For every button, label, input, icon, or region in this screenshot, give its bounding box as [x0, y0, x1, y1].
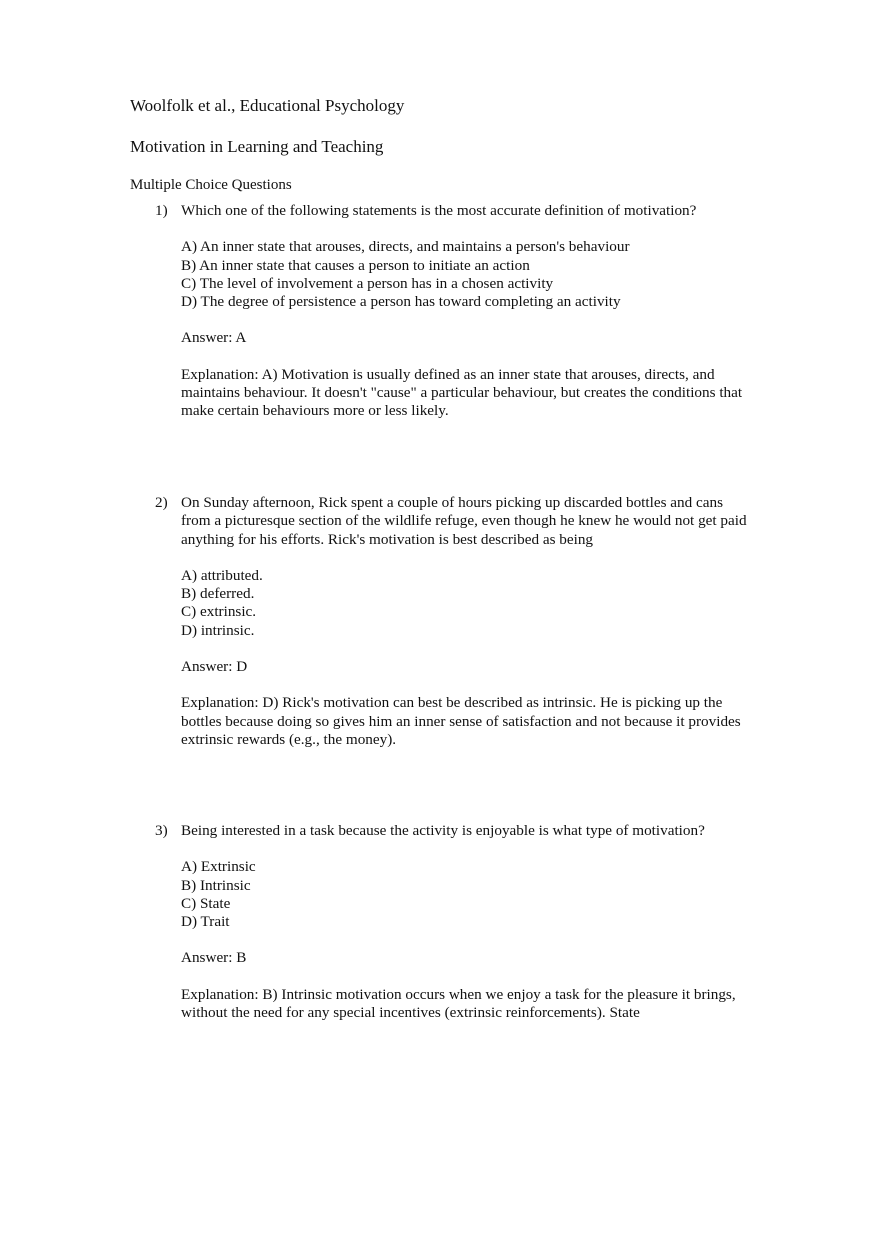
answer-options — [181, 567, 755, 640]
question-body — [181, 202, 755, 421]
option-c: C) extrinsic. — [181, 603, 257, 621]
question-stem: Which one of the following statements is the most accurate definition of motivation? — [181, 202, 697, 219]
option-d: D) Trait — [181, 913, 230, 931]
option-a: A) attributed. — [181, 566, 263, 584]
question-number: 2) — [155, 494, 168, 511]
answer-key: Answer: B — [181, 949, 247, 967]
option-b: B) Intrinsic — [181, 876, 251, 894]
section-heading: Multiple Choice Questions — [130, 177, 292, 193]
explanation: Explanation: A) Motivation is usually defined as an inner state that arouses, directs, and maintains behaviour. It doesn't "cause" a particular behaviour, but creates the conditions that make certain behaviours more or less likely. — [181, 365, 743, 420]
explanation: Explanation: D) Rick's motivation can best be described as intrinsic. He is picking up the bottles because doing so gives him an inner sense of satisfaction and not because it provides extrinsic rewards (e.g., the money). — [181, 694, 741, 748]
option-c: C) The level of involvement a person has in a chosen activity — [181, 274, 554, 292]
answer-key: Answer: D — [181, 658, 248, 676]
answer-options — [181, 238, 755, 311]
answer-key: Answer: A — [181, 329, 247, 347]
explanation: Explanation: B) Intrinsic motivation occurs when we enjoy a task for the pleasure it brings, without the need for any special incentives (extrinsic reinforcements). State — [181, 985, 736, 1022]
question-stem: On Sunday afternoon, Rick spent a couple of hours picking up discarded bottles and cans from a picturesque section of the wildlife refuge, even though he knew he would not get paid anything for his efforts. Rick's motivation is best described as being — [181, 494, 747, 548]
answer-options — [181, 858, 755, 931]
option-c: C) State — [181, 894, 231, 912]
question-body — [181, 494, 755, 749]
question-number: 3) — [155, 822, 168, 839]
question-stem: Being interested in a task because the activity is enjoyable is what type of motivation? — [181, 822, 705, 839]
chapter-title: Motivation in Learning and Teaching — [130, 137, 384, 156]
question-number: 1) — [155, 202, 168, 219]
question-body — [181, 822, 755, 1022]
option-b: B) An inner state that causes a person to initiate an action — [181, 256, 530, 274]
option-d: D) intrinsic. — [181, 621, 255, 639]
document-title: Woolfolk et al., Educational Psychology — [130, 96, 405, 115]
option-a: A) An inner state that arouses, directs, and maintains a person's behaviour — [181, 238, 630, 256]
option-d: D) The degree of persistence a person has toward completing an activity — [181, 293, 621, 311]
option-a: A) Extrinsic — [181, 858, 256, 876]
option-b: B) deferred. — [181, 585, 255, 603]
